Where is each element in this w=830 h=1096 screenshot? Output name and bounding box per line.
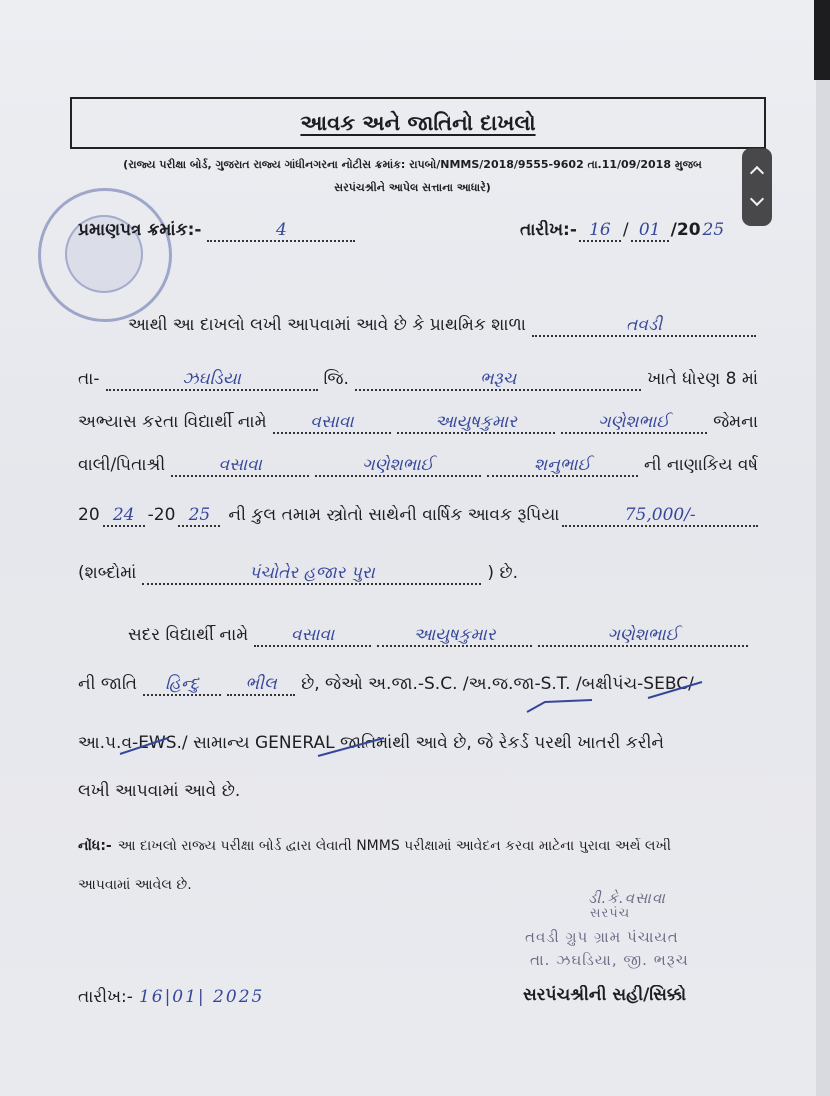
subtitle-line-2: સરપંચશ્રીને આપેલ સત્તાના આધારે) (334, 181, 491, 194)
body-line-3 (78, 412, 758, 434)
district-name: ભરૂચ (355, 369, 641, 391)
footer-date-label: તારીખ:- (78, 987, 133, 1007)
body-line-5 (78, 505, 758, 527)
body-line-9-text: આ.પ.વ-EWS./ સામાન્ય GENERAL જાતિમાંથી આવે છે, જે રેકર્ડ પરથી ખાતરી કરીને (78, 733, 665, 753)
income-text: ની કુલ તમામ સ્ત્રોતો સાથેની વાર્ષિક આવક રૂપિયા (228, 505, 560, 525)
guardian-first-name: ગણેશભાઈ (315, 455, 481, 477)
body-line-10 (78, 781, 758, 801)
body-line-3-end: જેમના (713, 412, 758, 432)
certificate-date-year-suffix: 25 (702, 220, 725, 240)
body-line-1 (128, 315, 756, 337)
chevron-up-icon[interactable] (750, 166, 764, 180)
signature-label: સરપંચશ્રીની સહી/સિક્કો (523, 985, 687, 1005)
body-line-1-text: આથી આ દાખલો લખી આપવામાં આવે છે કે પ્રાથમિક શાળા (128, 315, 526, 335)
stamp-location: તા. ઝઘડિયા, જી. ભરૂચ (530, 951, 689, 969)
income-in-words: પંચોતેર હજાર પુરા (142, 563, 481, 585)
certificate-date-separator: / (622, 220, 629, 240)
certificate-number-label: પ્રમાણપત્ર ક્રમાંક:- (78, 220, 202, 240)
body-line-6 (78, 563, 518, 585)
document-title: આવક અને જાતિનો દાખલો (300, 110, 536, 135)
guardian-label: વાલી/પિતાશ્રી (78, 455, 166, 475)
student-again-label: સદર વિદ્યાર્થી નામે (128, 625, 249, 645)
title-box (70, 97, 766, 149)
body-line-8 (78, 674, 758, 696)
school-name: તવડી (532, 315, 756, 337)
certificate-number-row (78, 220, 378, 242)
note-text-1: આ દાખલો રાજ્ય પરીક્ષા બોર્ડ દ્વારા લેવાતી NMMS પરીક્ષામાં આવેદન કરવા માટેના પુરાવા અર્થે લખી (117, 838, 671, 854)
footer-date-row (78, 987, 338, 1007)
taluka-label: તા- (78, 369, 100, 389)
signature-label-row (523, 985, 753, 1005)
body-line-4 (78, 455, 758, 477)
footer-date: 16|01| 2025 (138, 987, 265, 1007)
note-label: નોંધ:- (78, 838, 112, 854)
student-surname: વસાવા (273, 412, 392, 434)
subtitle-line-1: (રાજ્ય પરીક્ષા બોર્ડ, ગુજરાત રાજ્ય ગાંધીનગરના નોટીસ ક્રમાંક: રાપબો/NMMS/2018/9555-9602 તા.11/09/2018 મુજબ (123, 158, 702, 171)
annual-income: 75,000/- (562, 505, 758, 527)
body-line-9 (78, 733, 758, 753)
body-line-7 (128, 625, 748, 647)
caste-label: ની જાતિ (78, 674, 138, 694)
words-close: ) છે. (487, 563, 518, 583)
year-from-prefix: 20 (78, 505, 100, 525)
year-to-prefix: -20 (147, 505, 176, 525)
year-to: 25 (178, 505, 220, 527)
stamp-signatory-name: ડી.કે.વસાવા (588, 889, 666, 907)
certificate-date-label: તારીખ:- (520, 220, 577, 240)
chevron-down-icon[interactable] (750, 192, 764, 206)
words-open: (શબ્દોમાં (78, 563, 137, 583)
body-line-4-end: ની નાણાકિય વર્ષ (643, 455, 758, 475)
student-father-name: ગણેશભાઈ (561, 412, 708, 434)
student-label: અભ્યાસ કરતા વિદ્યાર્થી નામે (78, 412, 267, 432)
certificate-date-row (520, 220, 745, 242)
body-line-2-end: ખાતે ધોરણ 8 માં (647, 369, 758, 389)
student-again-father-name: ગણેશભાઈ (538, 625, 748, 647)
panchayat-seal (38, 188, 172, 322)
scroll-control[interactable] (742, 148, 772, 226)
taluka-name: ઝઘડિયા (106, 369, 318, 391)
guardian-father-name: શનુભાઈ (487, 455, 638, 477)
caste-name: ભીલ (227, 674, 295, 696)
caste-religion: હિન્દુ (143, 674, 221, 696)
stamp-signatory-title: સરપંચ (590, 906, 631, 921)
certificate-date-year-prefix: /20 (670, 220, 701, 240)
student-again-surname: વસાવા (254, 625, 371, 647)
photo-background-corner (814, 0, 830, 80)
certificate-number: 4 (207, 220, 355, 242)
body-line-2 (78, 369, 758, 391)
note-text-2: આપવામાં આવેલ છે. (78, 877, 192, 893)
year-from: 24 (103, 505, 145, 527)
district-label: જિ. (323, 369, 349, 389)
stamp-office: તવડી ગ્રુપ ગ્રામ પંચાયત (525, 928, 679, 946)
body-line-10-text: લખી આપવામાં આવે છે. (78, 781, 241, 801)
caste-categories: છે, જેઓ અ.જા.-S.C. /અ.જ.જા-S.T. /બક્ષીપંચ-SEBC/ (301, 674, 694, 694)
certificate-date-day: 16 (579, 220, 621, 242)
certificate-date-month: 01 (631, 220, 669, 242)
note-line-1 (78, 838, 758, 854)
student-again-first-name: આયુષકુમાર (377, 625, 532, 647)
guardian-surname: વસાવા (171, 455, 309, 477)
tick-mark-st (527, 700, 592, 712)
student-first-name: આયુષકુમાર (397, 412, 554, 434)
